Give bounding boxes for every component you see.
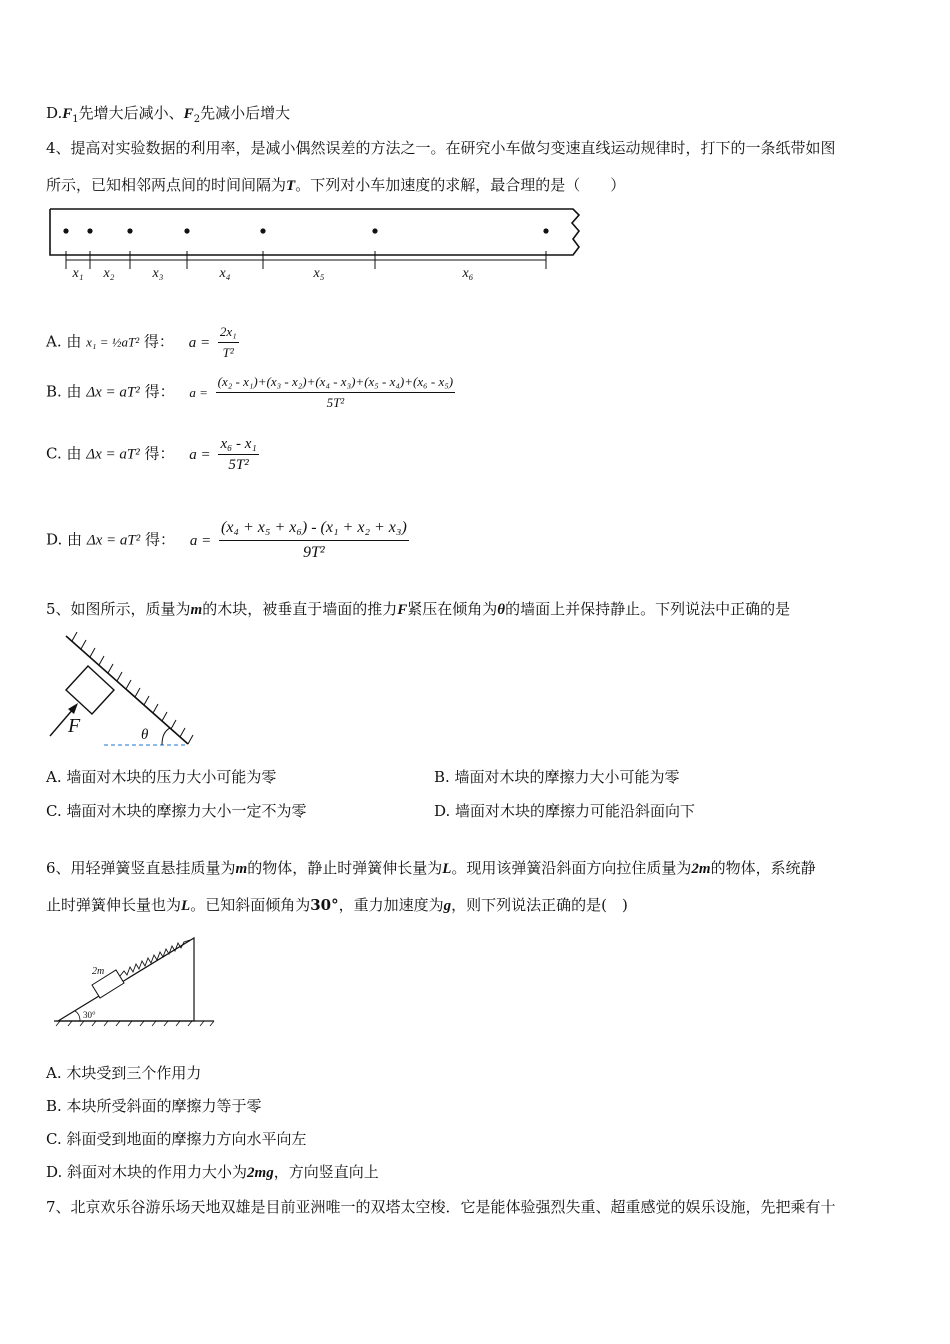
incline-spring-figure: [50, 930, 220, 1030]
q6-option-c: C. 斜面受到地面的摩擦力方向水平向左: [46, 1130, 307, 1148]
tape-dot: [184, 228, 189, 233]
tape-label-x2: x₂: [103, 266, 115, 281]
spring: [120, 940, 190, 976]
tape-label-x4: x₄: [219, 266, 231, 281]
q5-option-c: C. 墙面对木块的摩擦力大小一定不为零: [46, 802, 307, 820]
q5-option-a: A. 墙面对木块的压力大小可能为零: [46, 768, 277, 786]
q5-option-d: D. 墙面对木块的摩擦力可能沿斜面向下: [434, 802, 696, 820]
incline: [58, 938, 194, 1021]
ground-hatching: [56, 1021, 214, 1026]
q6-stem-line1: 6、用轻弹簧竖直悬挂质量为m的物体，静止时弹簧伸长量为L。现用该弹簧沿斜面方向拉住质量为2m的物体，系统静: [46, 859, 816, 877]
q4-option-b: B. 由 Δx = aT² 得： a = $\frac{\text{(x₂ - x₁)+(x₃ - x₂)+(x₄ - x₃)+(x₅ - x₄)+(x₆ - x₅)}}{\text{5T²}}$: [46, 374, 454, 410]
q4-stem-line2: 所示，已知相邻两点间的时间间隔为T。下列对小车加速度的求解，最合理的是（ ）: [46, 176, 626, 194]
tape-dot: [543, 228, 548, 233]
q5-stem: 5、如图所示，质量为m的木块，被垂直于墙面的推力F紧压在倾角为θ的墙面上并保持静止。下列说法中正确的是: [46, 600, 791, 618]
tape-label-x1: x₁: [72, 266, 84, 281]
angle-arc: [162, 728, 170, 745]
paper-tape-figure: [46, 203, 586, 283]
tape-dot: [372, 228, 377, 233]
q6-option-d: D. 斜面对木块的作用力大小为2mg，方向竖直向上: [46, 1163, 379, 1181]
tape-dot: [87, 228, 92, 233]
q3-option-d: $D.F_1$先增大后减小、$F_2$先减小后增大: [46, 104, 291, 125]
q6-option-a: A. 木块受到三个作用力: [46, 1064, 202, 1082]
q5-option-b: B. 墙面对木块的摩擦力大小可能为零: [434, 768, 680, 786]
mass-label: 2m: [92, 966, 105, 977]
q4-option-d: D. 由 Δx = aT² 得： a = $\frac{\text{(x₄ + x₅ + x₆) - (x₁ + x₂ + x₃)}}{\text{9T²}}$: [46, 516, 412, 565]
q6-option-b: B. 本块所受斜面的摩擦力等于零: [46, 1097, 262, 1115]
q4-option-c: C. 由 Δx = aT² 得： a = $\frac{\text{x₆ - x₁}}{\text{5T²}}$: [46, 436, 257, 473]
inclined-wall-figure: [44, 632, 204, 754]
angle-arc: [75, 1011, 80, 1021]
tape-dot: [63, 228, 68, 233]
q7-stem: 7、北京欢乐谷游乐场天地双雄是目前亚洲唯一的双塔太空梭．它是能体验强烈失重、超重感觉的娱乐设施，先把乘有十: [46, 1198, 836, 1216]
tape-dot: [260, 228, 265, 233]
angle-label: 30°: [83, 1010, 96, 1020]
q4-stem-line1: 4、提高对实验数据的利用率，是减小偶然误差的方法之一。在研究小车做匀变速直线运动规律时，打下的一条纸带如图: [46, 139, 836, 157]
tape-label-x6: x₆: [462, 266, 474, 281]
angle-label: θ: [141, 727, 149, 743]
force-label: F: [68, 715, 81, 737]
tape-label-x5: x₅: [313, 266, 325, 281]
tape-label-x3: x₃: [152, 266, 164, 281]
tape-dot: [127, 228, 132, 233]
q4-option-a: A. 由 x₁ = ½aT² 得： a = $\frac{\text{2x₁}}{\text{T²}}$: [46, 324, 237, 360]
q6-stem-line2: 止时弹簧伸长量也为L。已知斜面倾角为30°，重力加速度为g，则下列说法正确的是( ): [46, 896, 628, 914]
